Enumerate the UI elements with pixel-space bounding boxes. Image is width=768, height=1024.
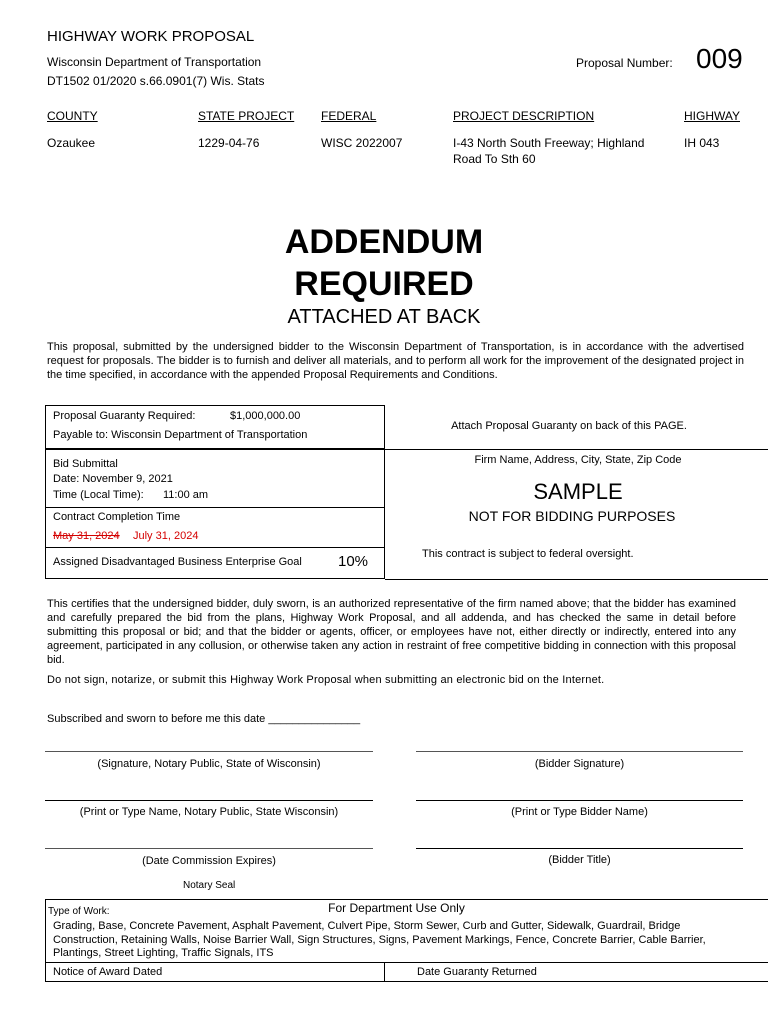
addendum-line-2: REQUIRED (294, 265, 474, 303)
column-county: COUNTY (47, 109, 98, 123)
completion-old-date: May 31, 2024 (53, 530, 120, 542)
bid-submittal-label: Bid Submittal (53, 458, 118, 470)
notary-name-line[interactable] (45, 800, 373, 801)
bidder-title-caption: (Bidder Title) (548, 854, 611, 866)
column-federal: FEDERAL (321, 109, 377, 123)
bidder-signature-line[interactable] (416, 751, 743, 752)
firm-box-top (385, 449, 768, 450)
bidder-title-line[interactable] (416, 848, 743, 849)
state-project-value: 1229-04-76 (198, 136, 260, 150)
federal-value: WISC 2022007 (321, 136, 403, 150)
notice-of-award-label: Notice of Award Dated (53, 966, 163, 978)
commission-expires-line[interactable] (45, 848, 373, 849)
bid-time-label: Time (Local Time): (53, 489, 144, 501)
divider (45, 547, 385, 548)
guaranty-returned-label: Date Guaranty Returned (417, 966, 537, 978)
bid-date: Date: November 9, 2021 (53, 473, 173, 485)
bidder-name-caption: (Print or Type Bidder Name) (511, 806, 648, 818)
work-types-line-1: Grading, Base, Concrete Pavement, Asphalt Pavement, Culvert Pipe, Storm Sewer, Curb and Gutter, Sidewalk, Guardrail, Bridge (53, 920, 681, 932)
proposal-number: 009 (696, 43, 743, 74)
addendum-line-1: ADDENDUM (284, 223, 484, 261)
county-value: Ozaukee (47, 136, 96, 150)
document-title: HIGHWAY WORK PROPOSAL (47, 28, 255, 45)
agency-name: Wisconsin Department of Transportation (47, 55, 262, 69)
type-of-work-label: Type of Work: (48, 906, 110, 917)
oversight-note: This contract is subject to federal oversight. (422, 548, 634, 560)
sworn-date-line[interactable]: Subscribed and sworn to before me this date _______________ (47, 713, 361, 725)
commission-expires-caption: (Date Commission Expires) (142, 855, 276, 867)
firm-label: Firm Name, Address, City, State, Zip Code (474, 454, 682, 466)
column-project-description: PROJECT DESCRIPTION (453, 109, 595, 123)
completion-label: Contract Completion Time (53, 511, 181, 523)
notary-name-caption: (Print or Type Name, Notary Public, State Wisconsin) (79, 806, 339, 818)
highway-value: IH 043 (684, 136, 720, 150)
guaranty-required-label: Proposal Guaranty Required: (53, 410, 196, 422)
bidder-signature-caption: (Bidder Signature) (534, 758, 625, 770)
proposal-number-label: Proposal Number: (576, 56, 673, 70)
certification-paragraph: This certifies that the undersigned bidder, duly sworn, is an authorized representative of the firm named above; that the bidder has examined and carefully prepared the bid from the plans, Highway Work Proposal, and all addenda, and has checked the same in detail before submitting this proposal or bid; and that the bidder or agents, officer, or employees have not, either directly or indirectly, entered into any agreement, participated in any collusion, or otherwise taken any action in restraint of free competitive bidding in connection with this proposal bid. (47, 598, 736, 666)
completion-new-date: July 31, 2024 (133, 530, 199, 542)
guaranty-amount: $1,000,000.00 (230, 410, 301, 422)
bid-time-value: 11:00 am (163, 489, 209, 501)
divider (45, 962, 768, 963)
notary-signature-line[interactable] (45, 751, 373, 752)
column-state-project: STATE PROJECT (198, 109, 295, 123)
dbe-label: Assigned Disadvantaged Business Enterprise Goal (53, 556, 302, 568)
dbe-goal: 10% (338, 553, 369, 570)
bidder-name-line[interactable] (416, 800, 743, 801)
firm-box-bottom (385, 579, 768, 580)
work-types-line-3: Plantings, Street Lighting, Traffic Signals, ITS (53, 947, 274, 959)
description-line-1: I-43 North South Freeway; Highland (453, 136, 645, 150)
column-highway: HIGHWAY (684, 109, 740, 123)
form-id: DT1502 01/2020 s.66.0901(7) Wis. Stats (47, 74, 265, 88)
electronic-bid-note: Do not sign, notarize, or submit this Highway Work Proposal when submitting an electronic bid on the Internet. (47, 674, 605, 686)
addendum-subtitle: ATTACHED AT BACK (287, 306, 481, 328)
notary-seal: Notary Seal (183, 880, 236, 891)
attach-guaranty-note: Attach Proposal Guaranty on back of this PAGE. (451, 420, 687, 432)
guaranty-payable: Payable to: Wisconsin Department of Transportation (53, 429, 308, 441)
work-types-line-2: Construction, Retaining Walls, Noise Barrier Wall, Sign Structures, Signs, Pavement Markings, Fence, Concrete Barrier, Cable Barrier, (53, 934, 706, 946)
divider (45, 507, 385, 508)
notary-signature-caption: (Signature, Notary Public, State of Wisconsin) (97, 758, 321, 770)
description-line-2: Road To Sth 60 (453, 152, 536, 166)
not-for-bidding: NOT FOR BIDDING PURPOSES (468, 508, 676, 524)
divider (384, 962, 385, 982)
sample-watermark: SAMPLE (533, 479, 623, 504)
intro-paragraph: This proposal, submitted by the undersigned bidder to the Wisconsin Department of Transportation, is in accordance with the advertised request for proposals. The bidder is to furnish and deliver all materials, and to perform all work for the improvement of the designated project in the time specified, in accordance with the appended Proposal Requirements and Conditions. (47, 341, 744, 381)
department-use-only: For Department Use Only (328, 901, 465, 915)
